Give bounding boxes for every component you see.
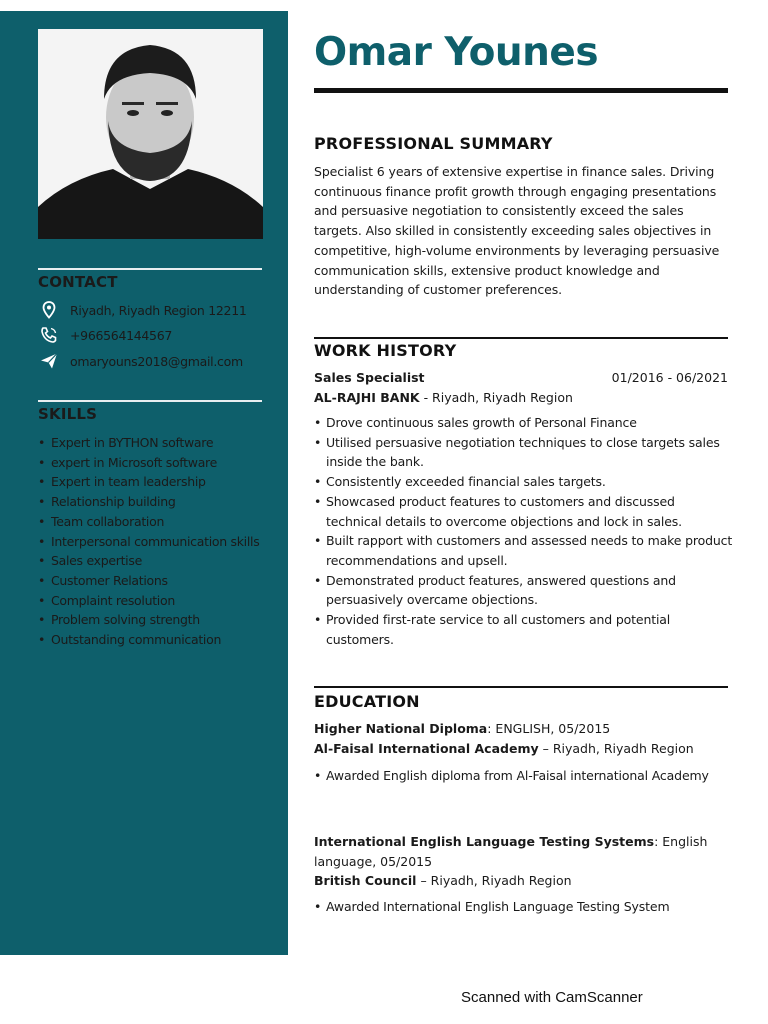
school-location: – Riyadh, Riyadh Region bbox=[416, 873, 572, 888]
degree-name: Higher National Diploma bbox=[314, 721, 488, 736]
list-item: • Consistently exceeded financial sales targets. bbox=[314, 472, 734, 492]
skill-item: • Outstanding communication bbox=[38, 630, 268, 650]
summary-text: Specialist 6 years of extensive expertise in finance sales. Driving continuous finance profit growth through engaging presentations and persuasive negotiation to consistently exceed the sales targets. Also skilled in consistently exceeding sales objectives in competitive, high-volume environments by leveraging persuasive communication skills, extensive product knowledge and understanding of customer preferences. bbox=[314, 164, 720, 298]
skill-item: • Team collaboration bbox=[38, 512, 268, 532]
skills-heading: SKILLS bbox=[38, 405, 98, 423]
list-item: • Demonstrated product features, answered questions and persuasively overcame objections. bbox=[314, 571, 734, 610]
skills-divider bbox=[38, 400, 262, 402]
profile-photo bbox=[38, 29, 263, 239]
list-item: • Utilised persuasive negotiation techniques to close targets sales inside the bank. bbox=[314, 433, 734, 472]
avatar-portrait bbox=[38, 29, 263, 239]
list-item: • Drove continuous sales growth of Personal Finance bbox=[314, 413, 734, 433]
education-bullets-2 bbox=[314, 897, 734, 917]
education-school-2 bbox=[314, 871, 728, 891]
skill-item: • Interpersonal communication skills bbox=[38, 532, 268, 552]
employer-location: - Riyadh, Riyadh Region bbox=[419, 390, 573, 405]
send-icon bbox=[38, 352, 60, 370]
candidate-name: Omar Younes bbox=[314, 30, 599, 75]
name-divider bbox=[314, 88, 728, 93]
degree-detail: : English language, 05/2015 bbox=[314, 834, 708, 869]
education-divider bbox=[314, 686, 728, 688]
school-name: British Council bbox=[314, 873, 417, 888]
work-heading: WORK HISTORY bbox=[314, 341, 457, 360]
school-location: – Riyadh, Riyadh Region bbox=[538, 741, 694, 756]
degree-name: International English Language Testing Systems bbox=[314, 834, 655, 849]
job-dates: 01/2016 - 06/2021 bbox=[611, 370, 728, 385]
skill-item: • Complaint resolution bbox=[38, 591, 268, 611]
list-item: • Awarded English diploma from Al-Faisal international Academy bbox=[314, 766, 734, 786]
skill-item: • Sales expertise bbox=[38, 551, 268, 571]
education-school-1 bbox=[314, 739, 728, 759]
summary-heading: PROFESSIONAL SUMMARY bbox=[314, 134, 553, 153]
contact-email[interactable] bbox=[38, 351, 243, 371]
education-degree-1 bbox=[314, 719, 728, 739]
skills-list bbox=[38, 433, 268, 650]
list-item: • Showcased product features to customers and discussed technical details to overcome objections and lock in sales. bbox=[314, 492, 734, 531]
skill-item: • Problem solving strength bbox=[38, 610, 268, 630]
address-text: Riyadh, Riyadh Region 12211 bbox=[70, 302, 247, 318]
contact-phone bbox=[38, 325, 172, 345]
work-divider bbox=[314, 337, 728, 339]
phone-icon bbox=[38, 326, 60, 344]
education-heading: EDUCATION bbox=[314, 692, 420, 711]
skill-item: • Relationship building bbox=[38, 492, 268, 512]
skill-item: • expert in Microsoft software bbox=[38, 453, 268, 473]
contact-address bbox=[38, 300, 247, 320]
contact-heading: CONTACT bbox=[38, 273, 118, 291]
list-item: • Built rapport with customers and assessed needs to make product recommendations and upsell. bbox=[314, 531, 734, 570]
skill-item: • Expert in BYTHON software bbox=[38, 433, 268, 453]
email-link[interactable]: omaryouns2018@gmail.com bbox=[70, 353, 243, 369]
location-pin-icon bbox=[38, 301, 60, 319]
job-title-row bbox=[314, 368, 728, 388]
degree-detail: : ENGLISH, 05/2015 bbox=[487, 721, 611, 736]
skill-item: • Expert in team leadership bbox=[38, 472, 268, 492]
employer-row bbox=[314, 388, 728, 408]
education-bullets-1 bbox=[314, 766, 734, 786]
list-item: • Provided first-rate service to all customers and potential customers. bbox=[314, 610, 734, 649]
employer-name: AL-RAJHI BANK bbox=[314, 390, 420, 405]
work-bullets bbox=[314, 413, 734, 649]
skill-item: • Customer Relations bbox=[38, 571, 268, 591]
scanner-watermark: Scanned with CamScanner bbox=[461, 989, 643, 1006]
phone-text: +966564144567 bbox=[70, 327, 173, 343]
education-degree-2 bbox=[314, 832, 728, 871]
job-title: Sales Specialist bbox=[314, 370, 425, 385]
contact-divider bbox=[38, 268, 262, 270]
school-name: Al-Faisal International Academy bbox=[314, 741, 539, 756]
list-item: • Awarded International English Language Testing System bbox=[314, 897, 734, 917]
